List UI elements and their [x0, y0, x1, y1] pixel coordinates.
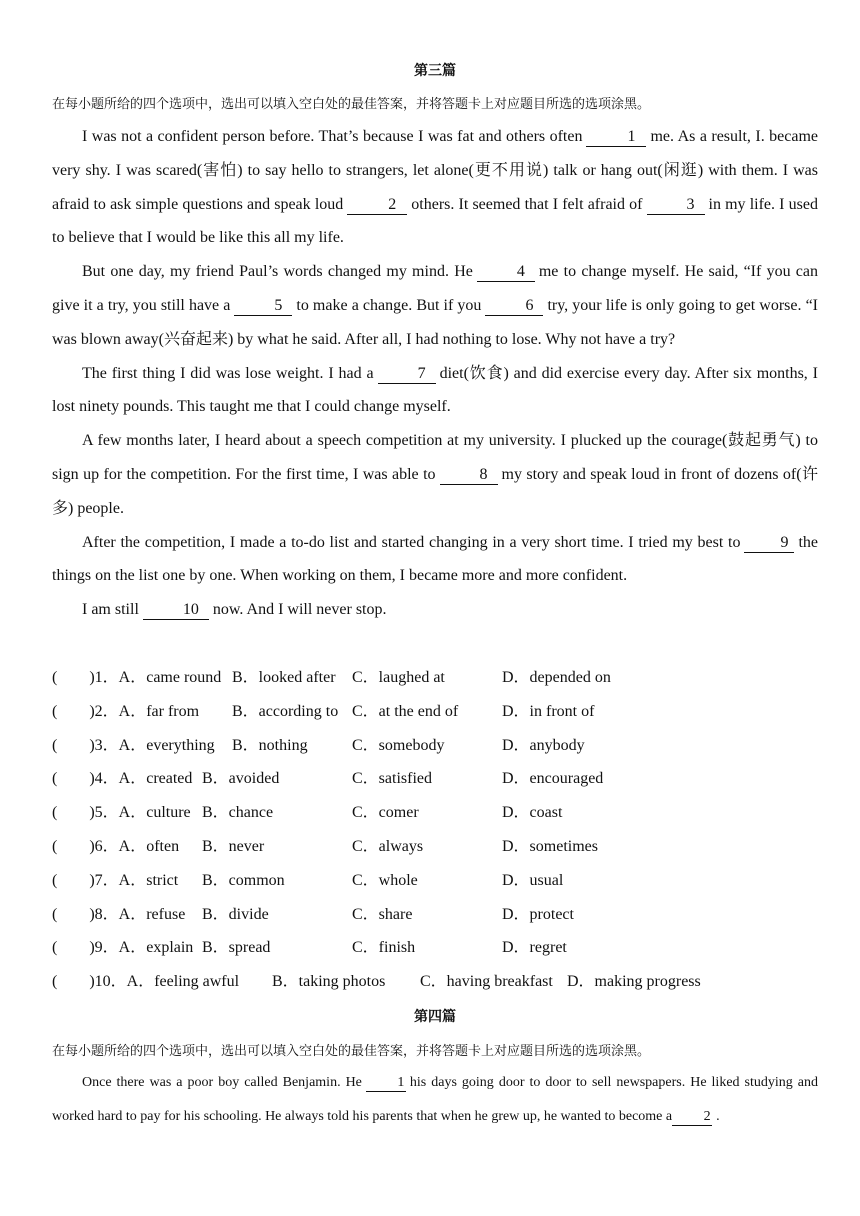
- option-b[interactable]: B．avoided: [202, 770, 280, 788]
- option-d[interactable]: D．anybody: [502, 736, 585, 754]
- question-options: [52, 830, 818, 864]
- option-c[interactable]: C．whole: [352, 871, 418, 889]
- option-d[interactable]: D．regret: [502, 939, 567, 957]
- text: now. And I will never stop.: [212, 601, 387, 619]
- option-d[interactable]: D．encouraged: [502, 770, 604, 788]
- option-b[interactable]: B．nothing: [232, 736, 308, 754]
- option-b[interactable]: B．according to: [232, 702, 339, 720]
- blank-4[interactable]: 4: [477, 263, 535, 282]
- option-c[interactable]: C．comer: [352, 804, 419, 822]
- passage-three: [52, 120, 818, 627]
- question-options: [52, 864, 818, 898]
- blank-10[interactable]: 10: [143, 601, 209, 620]
- blank-1[interactable]: 1: [366, 1075, 406, 1092]
- text: I am still: [82, 601, 139, 619]
- option-a[interactable]: ( )4．A．created: [52, 770, 193, 788]
- text: .: [716, 1109, 720, 1124]
- option-a[interactable]: ( )2．A．far from: [52, 702, 200, 720]
- section-title: 第四篇: [414, 1009, 456, 1025]
- text: me to change myself. He said, “If you can give it a try, you still have a: [52, 263, 819, 314]
- paragraph: [52, 424, 818, 525]
- option-c[interactable]: C．satisfied: [352, 770, 432, 788]
- option-b[interactable]: B．looked after: [232, 669, 336, 686]
- option-a[interactable]: ( )6．A．often: [52, 837, 180, 855]
- text: A few months later, I heard about a speech competition at my university. I plucked up the courage(鼓起勇气) to sign up for the competition. For the first time, I was able to: [52, 432, 818, 483]
- paragraph: [52, 593, 818, 627]
- blank-6[interactable]: 6: [485, 297, 543, 316]
- option-c[interactable]: C．having breakfast: [420, 973, 553, 991]
- text: After the competition, I made a to-do list and started changing in a very short time. I tried my best to: [82, 533, 741, 551]
- option-c[interactable]: C．always: [352, 837, 424, 855]
- option-d[interactable]: D．sometimes: [502, 837, 598, 855]
- question-options: [52, 762, 818, 796]
- question-options: [52, 898, 818, 932]
- option-a[interactable]: ( )7．A．strict: [52, 871, 179, 889]
- blank-3[interactable]: 3: [647, 196, 705, 215]
- section-instruction: 在每小题所给的四个选项中，选出可以填入空白处的最佳答案，并将答题卡上对应题目所选的选项涂黑。: [52, 1044, 651, 1059]
- paragraph: [52, 255, 818, 356]
- blank-1[interactable]: 1: [586, 128, 646, 147]
- option-d[interactable]: D．coast: [502, 804, 563, 822]
- section-instruction: 在每小题所给的四个选项中，选出可以填入空白处的最佳答案，并将答题卡上对应题目所选的选项涂黑。: [52, 97, 651, 112]
- text: But one day, my friend Paul’s words changed my mind. He: [82, 263, 473, 281]
- option-d[interactable]: D．usual: [502, 871, 564, 889]
- option-c[interactable]: C．share: [352, 905, 413, 923]
- text: my story and speak loud in front of dozens of(许多) people.: [52, 465, 818, 517]
- option-b[interactable]: B．never: [202, 837, 265, 855]
- option-c[interactable]: C．finish: [352, 939, 416, 957]
- text: I was not a confident person before. That’s because I was fat and others often: [82, 128, 583, 145]
- option-a[interactable]: ( )10．A．feeling awful: [52, 973, 240, 991]
- option-d[interactable]: D．in front of: [502, 702, 595, 720]
- paragraph: [52, 1066, 818, 1134]
- text: diet(饮食) and did exercise every day. After six months, I lost ninety pounds. This taught me that I could change myself.: [52, 364, 818, 416]
- option-c[interactable]: C．somebody: [352, 736, 445, 754]
- option-d[interactable]: D．depended on: [502, 669, 611, 686]
- text: The first thing I did was lose weight. I had a: [82, 364, 374, 382]
- text: others. It seemed that I felt afraid of: [411, 195, 643, 213]
- question-options: [52, 661, 818, 695]
- option-b[interactable]: B．taking photos: [272, 973, 386, 991]
- blank-5[interactable]: 5: [234, 297, 292, 316]
- question-options: [52, 965, 818, 999]
- text: to make a change. But if you: [296, 296, 482, 314]
- blank-2[interactable]: 2: [672, 1109, 712, 1126]
- text: me. As a result, I. became very shy. I was scared(害怕) to say hello to strangers, let alone(更不用说) talk or hang out(闲逛) with them. I was afraid to ask simple questions and speak loud: [52, 128, 818, 213]
- question-options: [52, 695, 818, 729]
- paragraph: [52, 120, 818, 255]
- option-a[interactable]: ( )1．A．came round: [52, 669, 222, 686]
- text: the things on the list one by one. When working on them, I became more and more confident.: [52, 533, 818, 585]
- blank-9[interactable]: 9: [744, 534, 794, 553]
- option-a[interactable]: ( )3．A．everything: [52, 736, 215, 754]
- paragraph: [52, 526, 818, 594]
- question-options: [52, 729, 818, 763]
- option-c[interactable]: C．at the end of: [352, 702, 459, 720]
- option-b[interactable]: B．spread: [202, 939, 271, 957]
- blank-7[interactable]: 7: [378, 365, 436, 384]
- question-options: [52, 931, 818, 965]
- option-a[interactable]: ( )5．A．culture: [52, 804, 191, 822]
- blank-8[interactable]: 8: [440, 466, 498, 485]
- paragraph: [52, 357, 818, 425]
- text: try, your life is only going to get worse. “I was blown away(兴奋起来) by what he said. After all, I had nothing to lose. Why not have a try?: [52, 296, 819, 348]
- option-d[interactable]: D．making progress: [567, 973, 701, 991]
- option-a[interactable]: ( )9．A．explain: [52, 939, 194, 957]
- option-d[interactable]: D．protect: [502, 905, 574, 923]
- option-c[interactable]: C．laughed at: [352, 669, 445, 686]
- section-title: 第三篇: [414, 63, 456, 79]
- option-b[interactable]: B．chance: [202, 804, 274, 822]
- text: Once there was a poor boy called Benjamin. He: [82, 1075, 362, 1090]
- passage-four: [52, 1066, 818, 1134]
- text: in my life. I used to believe that I would be like this all my life.: [52, 195, 818, 247]
- option-b[interactable]: B．divide: [202, 905, 269, 923]
- text: his days going door to door to sell newspapers. He liked studying and worked hard to pay for his schooling. He always told his parents that when he grew up, he wanted to become a: [52, 1075, 818, 1124]
- options-list: [52, 661, 818, 999]
- option-b[interactable]: B．common: [202, 871, 285, 889]
- option-a[interactable]: ( )8．A．refuse: [52, 905, 186, 923]
- question-options: [52, 796, 818, 830]
- blank-2[interactable]: 2: [347, 196, 407, 215]
